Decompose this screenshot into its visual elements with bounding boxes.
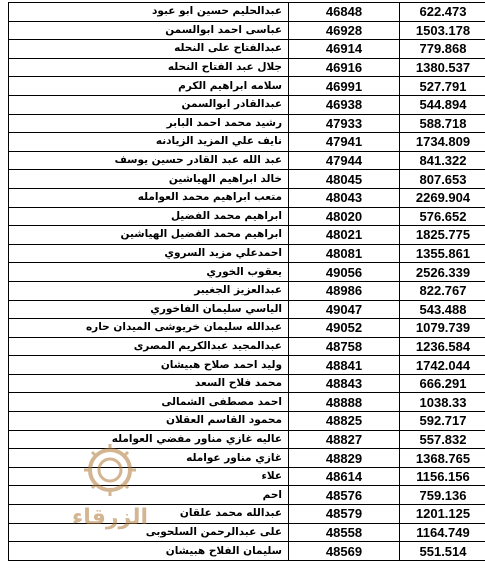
- table-row: [9, 523, 485, 542]
- amount-cell: 666.291: [400, 374, 485, 393]
- name-cell: احم: [9, 486, 289, 505]
- name-cell: سلامه ابراهيم الكرم: [9, 77, 289, 96]
- results-table-body: [9, 3, 485, 561]
- amount-cell: 1503.178: [400, 21, 485, 40]
- name-cell: عبدالعزيز الجغيبر: [9, 281, 289, 300]
- name-cell: وليد احمد صلاح هبيشان: [9, 356, 289, 375]
- id-cell: 47941: [289, 133, 400, 152]
- amount-cell: 1164.749: [400, 523, 485, 542]
- name-cell: عبدالقادر ابوالسمن: [9, 95, 289, 114]
- id-cell: 48576: [289, 486, 400, 505]
- table-row: [9, 77, 485, 96]
- id-cell: 47944: [289, 151, 400, 170]
- id-cell: 48021: [289, 226, 400, 245]
- amount-cell: 1742.044: [400, 356, 485, 375]
- name-cell: غازي مناور عوامله: [9, 449, 289, 468]
- table-row: [9, 374, 485, 393]
- table-row: [9, 319, 485, 338]
- name-cell: علاء: [9, 467, 289, 486]
- name-cell: ابراهيم محمد الفضيل: [9, 207, 289, 226]
- name-cell: محمود القاسم العقلان: [9, 412, 289, 431]
- table-row: [9, 412, 485, 431]
- amount-cell: 527.791: [400, 77, 485, 96]
- id-cell: 47933: [289, 114, 400, 133]
- id-cell: 48020: [289, 207, 400, 226]
- id-cell: 48888: [289, 393, 400, 412]
- id-cell: 48758: [289, 337, 400, 356]
- table-row: [9, 263, 485, 282]
- table-row: [9, 188, 485, 207]
- amount-cell: 1734.809: [400, 133, 485, 152]
- amount-cell: 622.473: [400, 3, 485, 22]
- id-cell: 48043: [289, 188, 400, 207]
- table-row: [9, 207, 485, 226]
- name-cell: عبد الله عبد القادر حسين يوسف: [9, 151, 289, 170]
- amount-cell: 807.653: [400, 170, 485, 189]
- amount-cell: 1825.775: [400, 226, 485, 245]
- amount-cell: 1355.861: [400, 244, 485, 263]
- table-row: [9, 486, 485, 505]
- id-cell: 48843: [289, 374, 400, 393]
- table-row: [9, 226, 485, 245]
- id-cell: 49047: [289, 300, 400, 319]
- table-row: [9, 542, 485, 561]
- id-cell: 46914: [289, 40, 400, 59]
- id-cell: 48827: [289, 430, 400, 449]
- name-cell: الياسي سليمان الفاخوري: [9, 300, 289, 319]
- table-row: [9, 3, 485, 22]
- name-cell: عباسى احمد ابوالسمن: [9, 21, 289, 40]
- id-cell: 48825: [289, 412, 400, 431]
- table-row: [9, 40, 485, 59]
- table-row: [9, 430, 485, 449]
- name-cell: عبدالله محمد علقان: [9, 505, 289, 524]
- id-cell: 46848: [289, 3, 400, 22]
- id-cell: 48558: [289, 523, 400, 542]
- name-cell: محمد فلاح السعد: [9, 374, 289, 393]
- name-cell: متعب ابراهيم محمد العوامله: [9, 188, 289, 207]
- table-row: [9, 244, 485, 263]
- amount-cell: 543.488: [400, 300, 485, 319]
- results-table: [8, 2, 485, 561]
- table-row: [9, 151, 485, 170]
- amount-cell: 1236.584: [400, 337, 485, 356]
- table-row: [9, 281, 485, 300]
- table-row: [9, 300, 485, 319]
- amount-cell: 551.514: [400, 542, 485, 561]
- id-cell: 46928: [289, 21, 400, 40]
- table-row: [9, 95, 485, 114]
- name-cell: احمد مصطفى الشمالى: [9, 393, 289, 412]
- amount-cell: 592.717: [400, 412, 485, 431]
- table-row: [9, 21, 485, 40]
- id-cell: 48614: [289, 467, 400, 486]
- id-cell: 48986: [289, 281, 400, 300]
- amount-cell: 1156.156: [400, 467, 485, 486]
- id-cell: 49052: [289, 319, 400, 338]
- watermark-text: الزرقاء: [71, 505, 149, 530]
- amount-cell: 576.652: [400, 207, 485, 226]
- name-cell: سليمان الفلاح هبيشان: [9, 542, 289, 561]
- id-cell: 46938: [289, 95, 400, 114]
- table-row: [9, 449, 485, 468]
- amount-cell: 1038.33: [400, 393, 485, 412]
- amount-cell: 1201.125: [400, 505, 485, 524]
- table-row: [9, 58, 485, 77]
- amount-cell: 1380.537: [400, 58, 485, 77]
- name-cell: عبدالفتاح على النحله: [9, 40, 289, 59]
- id-cell: 48045: [289, 170, 400, 189]
- name-cell: نايف علي المزيد الزيادنه: [9, 133, 289, 152]
- name-cell: عبدالله سليمان خريوشى الميدان حاره: [9, 319, 289, 338]
- id-cell: 46991: [289, 77, 400, 96]
- name-cell: احمدعلي مزيد السروي: [9, 244, 289, 263]
- table-row: [9, 133, 485, 152]
- name-cell: عبدالحليم حسين ابو عبود: [9, 3, 289, 22]
- results-table-container: [8, 2, 480, 561]
- table-row: [9, 337, 485, 356]
- table-row: [9, 505, 485, 524]
- amount-cell: 588.718: [400, 114, 485, 133]
- id-cell: 49056: [289, 263, 400, 282]
- id-cell: 48841: [289, 356, 400, 375]
- amount-cell: 759.136: [400, 486, 485, 505]
- id-cell: 48829: [289, 449, 400, 468]
- table-row: [9, 393, 485, 412]
- name-cell: على عبدالرحمن السلحوبى: [9, 523, 289, 542]
- name-cell: ابراهيم محمد الفضيل الهياشين: [9, 226, 289, 245]
- amount-cell: 557.832: [400, 430, 485, 449]
- name-cell: جلال عبد الفتاح النحله: [9, 58, 289, 77]
- amount-cell: 544.894: [400, 95, 485, 114]
- amount-cell: 841.322: [400, 151, 485, 170]
- amount-cell: 2526.339: [400, 263, 485, 282]
- name-cell: عبدالمجيد عبدالكريم المصرى: [9, 337, 289, 356]
- id-cell: 46916: [289, 58, 400, 77]
- table-row: [9, 467, 485, 486]
- id-cell: 48569: [289, 542, 400, 561]
- name-cell: رشيد محمد احمد البابر: [9, 114, 289, 133]
- id-cell: 48081: [289, 244, 400, 263]
- amount-cell: 779.868: [400, 40, 485, 59]
- amount-cell: 2269.904: [400, 188, 485, 207]
- id-cell: 48579: [289, 505, 400, 524]
- amount-cell: 822.767: [400, 281, 485, 300]
- amount-cell: 1079.739: [400, 319, 485, 338]
- name-cell: خالد ابراهيم الهياشين: [9, 170, 289, 189]
- name-cell: يعقوب الخوري: [9, 263, 289, 282]
- amount-cell: 1368.765: [400, 449, 485, 468]
- table-row: [9, 356, 485, 375]
- table-row: [9, 170, 485, 189]
- table-row: [9, 114, 485, 133]
- name-cell: عاليه غازي مناور مفضي العوامله: [9, 430, 289, 449]
